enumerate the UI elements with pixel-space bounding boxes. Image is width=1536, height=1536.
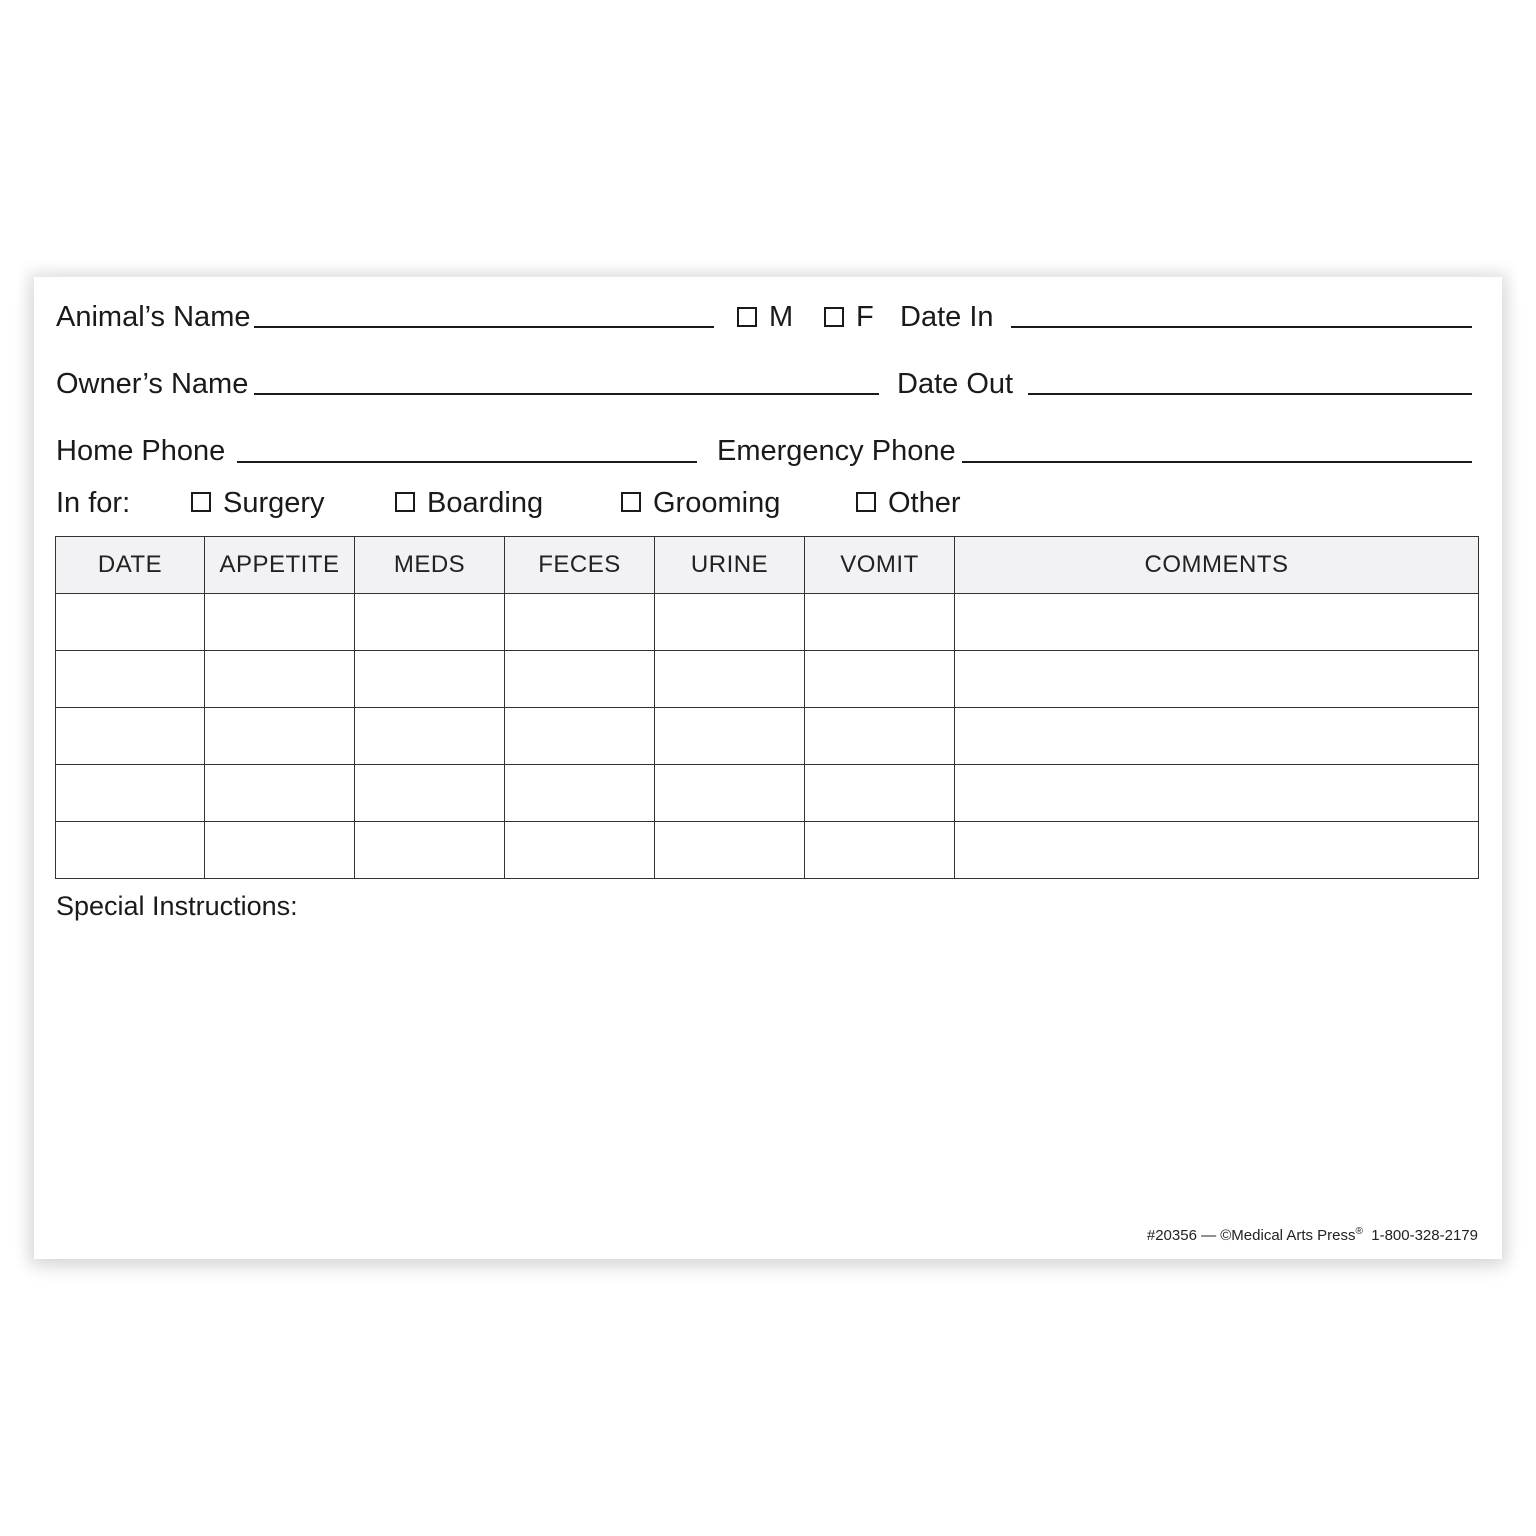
cell-comments[interactable] [955,594,1479,651]
other-label: Other [888,487,961,519]
cell-meds[interactable] [355,765,505,822]
cell-urine[interactable] [655,822,805,879]
cell-comments[interactable] [955,651,1479,708]
cell-meds[interactable] [355,651,505,708]
other-checkbox[interactable] [856,492,876,512]
cell-comments[interactable] [955,822,1479,879]
animals-name-field[interactable] [254,326,714,328]
sex-f-label: F [856,301,874,333]
table-row [56,594,1479,651]
cell-urine[interactable] [655,651,805,708]
cell-appetite[interactable] [205,594,355,651]
cell-vomit[interactable] [805,765,955,822]
column-header-date: DATE [56,537,205,594]
column-header-appetite: APPETITE [205,537,355,594]
table-row [56,765,1479,822]
cell-feces[interactable] [505,765,655,822]
kennel-card [34,277,1502,1259]
table-header-row [56,537,1479,594]
cell-urine[interactable] [655,765,805,822]
date-out-label: Date Out [897,368,1014,400]
cell-feces[interactable] [505,594,655,651]
date-in-field[interactable] [1011,326,1472,328]
form-footer [1147,1222,1478,1246]
owners-name-label: Owner’s Name [56,368,249,400]
sex-f-checkbox[interactable] [824,307,844,327]
cell-date[interactable] [56,708,205,765]
cell-feces[interactable] [505,651,655,708]
table-body [56,594,1479,879]
boarding-label: Boarding [427,487,544,519]
cell-vomit[interactable] [805,822,955,879]
in-for-label: In for: [56,487,131,519]
cell-urine[interactable] [655,708,805,765]
cell-meds[interactable] [355,822,505,879]
column-header-vomit: VOMIT [805,537,955,594]
cell-date[interactable] [56,822,205,879]
home-phone-field[interactable] [237,461,697,463]
sex-m-label: M [769,301,794,333]
form-number: #20356 — ©Medical Arts Press [1146,1227,1356,1244]
grooming-checkbox[interactable] [621,492,641,512]
cell-appetite[interactable] [205,708,355,765]
cell-vomit[interactable] [805,651,955,708]
cell-feces[interactable] [505,822,655,879]
date-out-field[interactable] [1028,393,1472,395]
cell-urine[interactable] [655,594,805,651]
surgery-label: Surgery [223,487,325,519]
cell-meds[interactable] [355,594,505,651]
cell-appetite[interactable] [205,822,355,879]
column-header-meds: MEDS [355,537,505,594]
cell-date[interactable] [56,765,205,822]
cell-date[interactable] [56,594,205,651]
cell-vomit[interactable] [805,708,955,765]
registered-mark: ® [1355,1226,1363,1237]
cell-appetite[interactable] [205,651,355,708]
cell-comments[interactable] [955,708,1479,765]
publisher-phone: 1-800-328-2179 [1371,1227,1478,1244]
animals-name-label: Animal’s Name [56,301,251,333]
cell-comments[interactable] [955,765,1479,822]
boarding-checkbox[interactable] [395,492,415,512]
cell-date[interactable] [56,651,205,708]
table-row [56,651,1479,708]
column-header-comments: COMMENTS [955,537,1479,594]
emergency-phone-label: Emergency Phone [717,435,956,467]
table-row [56,708,1479,765]
date-in-label: Date In [900,301,994,333]
table-row [56,822,1479,879]
special-instructions-label: Special Instructions: [56,891,298,921]
cell-appetite[interactable] [205,765,355,822]
cell-vomit[interactable] [805,594,955,651]
home-phone-label: Home Phone [56,435,226,467]
cell-feces[interactable] [505,708,655,765]
surgery-checkbox[interactable] [191,492,211,512]
daily-log-table [55,536,1479,879]
column-header-feces: FECES [505,537,655,594]
owners-name-field[interactable] [254,393,879,395]
special-instructions-area[interactable] [56,927,1479,1207]
sex-m-checkbox[interactable] [737,307,757,327]
column-header-urine: URINE [655,537,805,594]
cell-meds[interactable] [355,708,505,765]
grooming-label: Grooming [653,487,781,519]
emergency-phone-field[interactable] [962,461,1472,463]
